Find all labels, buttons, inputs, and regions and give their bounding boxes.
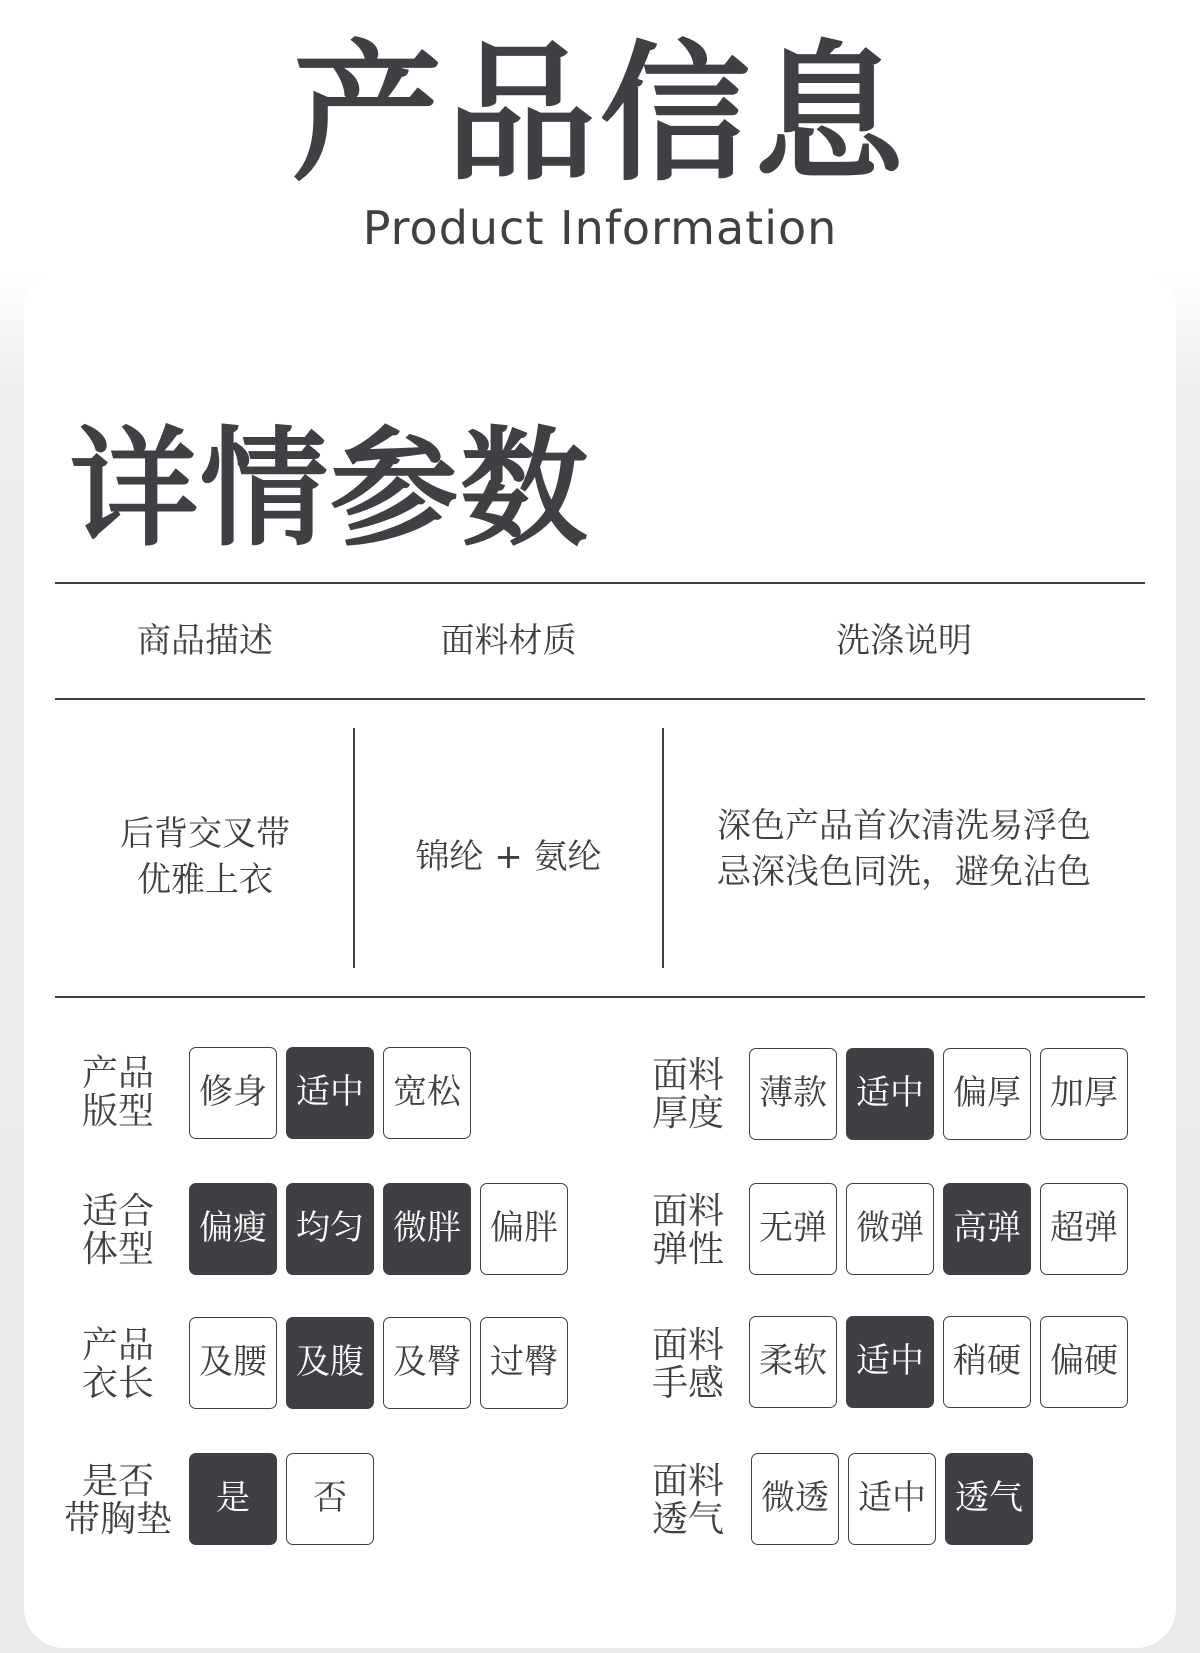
param-label-length: 产品 衣长 [81, 1325, 154, 1404]
option-length-abdomen[interactable]: 及腹 [286, 1317, 374, 1409]
option-body-average[interactable]: 均匀 [286, 1183, 374, 1275]
option-thickness-thickish[interactable]: 偏厚 [943, 1048, 1031, 1140]
option-elasticity-none[interactable]: 无弹 [749, 1183, 837, 1275]
column-header-washing: 洗涤说明 [836, 621, 972, 661]
option-feel-soft[interactable]: 柔软 [749, 1316, 837, 1408]
option-chest-pad-yes[interactable]: 是 [189, 1453, 277, 1545]
table-header-rule [55, 698, 1145, 700]
option-fit-loose[interactable]: 宽松 [383, 1047, 471, 1139]
washing-line: 忌深浅色同洗，避免沾色 [717, 852, 1091, 892]
param-label-chest-pad: 是否 带胸垫 [63, 1461, 172, 1540]
material-value [355, 834, 662, 880]
option-feel-hard[interactable]: 偏硬 [1040, 1316, 1128, 1408]
option-length-hip[interactable]: 及臀 [383, 1317, 471, 1409]
option-thickness-thin[interactable]: 薄款 [749, 1048, 837, 1140]
option-fit-slim[interactable]: 修身 [189, 1047, 277, 1139]
param-label-elasticity: 面料 弹性 [651, 1191, 724, 1270]
param-label-hand-feel: 面料 手感 [651, 1325, 724, 1404]
option-thickness-thick[interactable]: 加厚 [1040, 1048, 1128, 1140]
option-elasticity-super[interactable]: 超弹 [1040, 1183, 1128, 1275]
param-label-body-type: 适合 体型 [81, 1191, 154, 1270]
column-header-material: 面料材质 [440, 621, 577, 661]
option-length-waist[interactable]: 及腰 [189, 1317, 277, 1409]
option-body-chubby[interactable]: 微胖 [383, 1183, 471, 1275]
option-body-plump[interactable]: 偏胖 [480, 1183, 568, 1275]
washing-line: 深色产品首次清洗易浮色 [717, 806, 1091, 846]
option-breath-slight[interactable]: 微透 [751, 1453, 839, 1545]
param-label-thickness: 面料 厚度 [651, 1055, 724, 1134]
param-label-fit: 产品 版型 [81, 1053, 154, 1132]
param-label-breathability: 面料 透气 [651, 1461, 724, 1540]
option-breath-breathable[interactable]: 透气 [945, 1453, 1033, 1545]
description-line: 后背交叉带 [120, 814, 290, 854]
description-value [55, 811, 355, 903]
option-thickness-medium[interactable]: 适中 [846, 1048, 934, 1140]
material-line: 锦纶 + 氨纶 [415, 837, 602, 877]
description-line: 优雅上衣 [137, 860, 273, 900]
option-fit-regular[interactable]: 适中 [286, 1047, 374, 1139]
table-top-rule [55, 582, 1145, 584]
option-breath-medium[interactable]: 适中 [848, 1453, 936, 1545]
option-feel-slightly-hard[interactable]: 稍硬 [943, 1316, 1031, 1408]
option-chest-pad-no[interactable]: 否 [286, 1453, 374, 1545]
washing-value [664, 803, 1144, 895]
page-title: 产品信息 [291, 28, 908, 202]
section-title: 详情参数 [70, 415, 591, 564]
option-elasticity-slight[interactable]: 微弹 [846, 1183, 934, 1275]
page-subtitle: Product Information [362, 201, 838, 255]
option-body-slim[interactable]: 偏瘦 [189, 1183, 277, 1275]
option-feel-medium[interactable]: 适中 [846, 1316, 934, 1408]
table-bottom-rule [55, 996, 1145, 998]
option-length-past-hip[interactable]: 过臀 [480, 1317, 568, 1409]
option-elasticity-high[interactable]: 高弹 [943, 1183, 1031, 1275]
column-header-description: 商品描述 [137, 621, 273, 661]
